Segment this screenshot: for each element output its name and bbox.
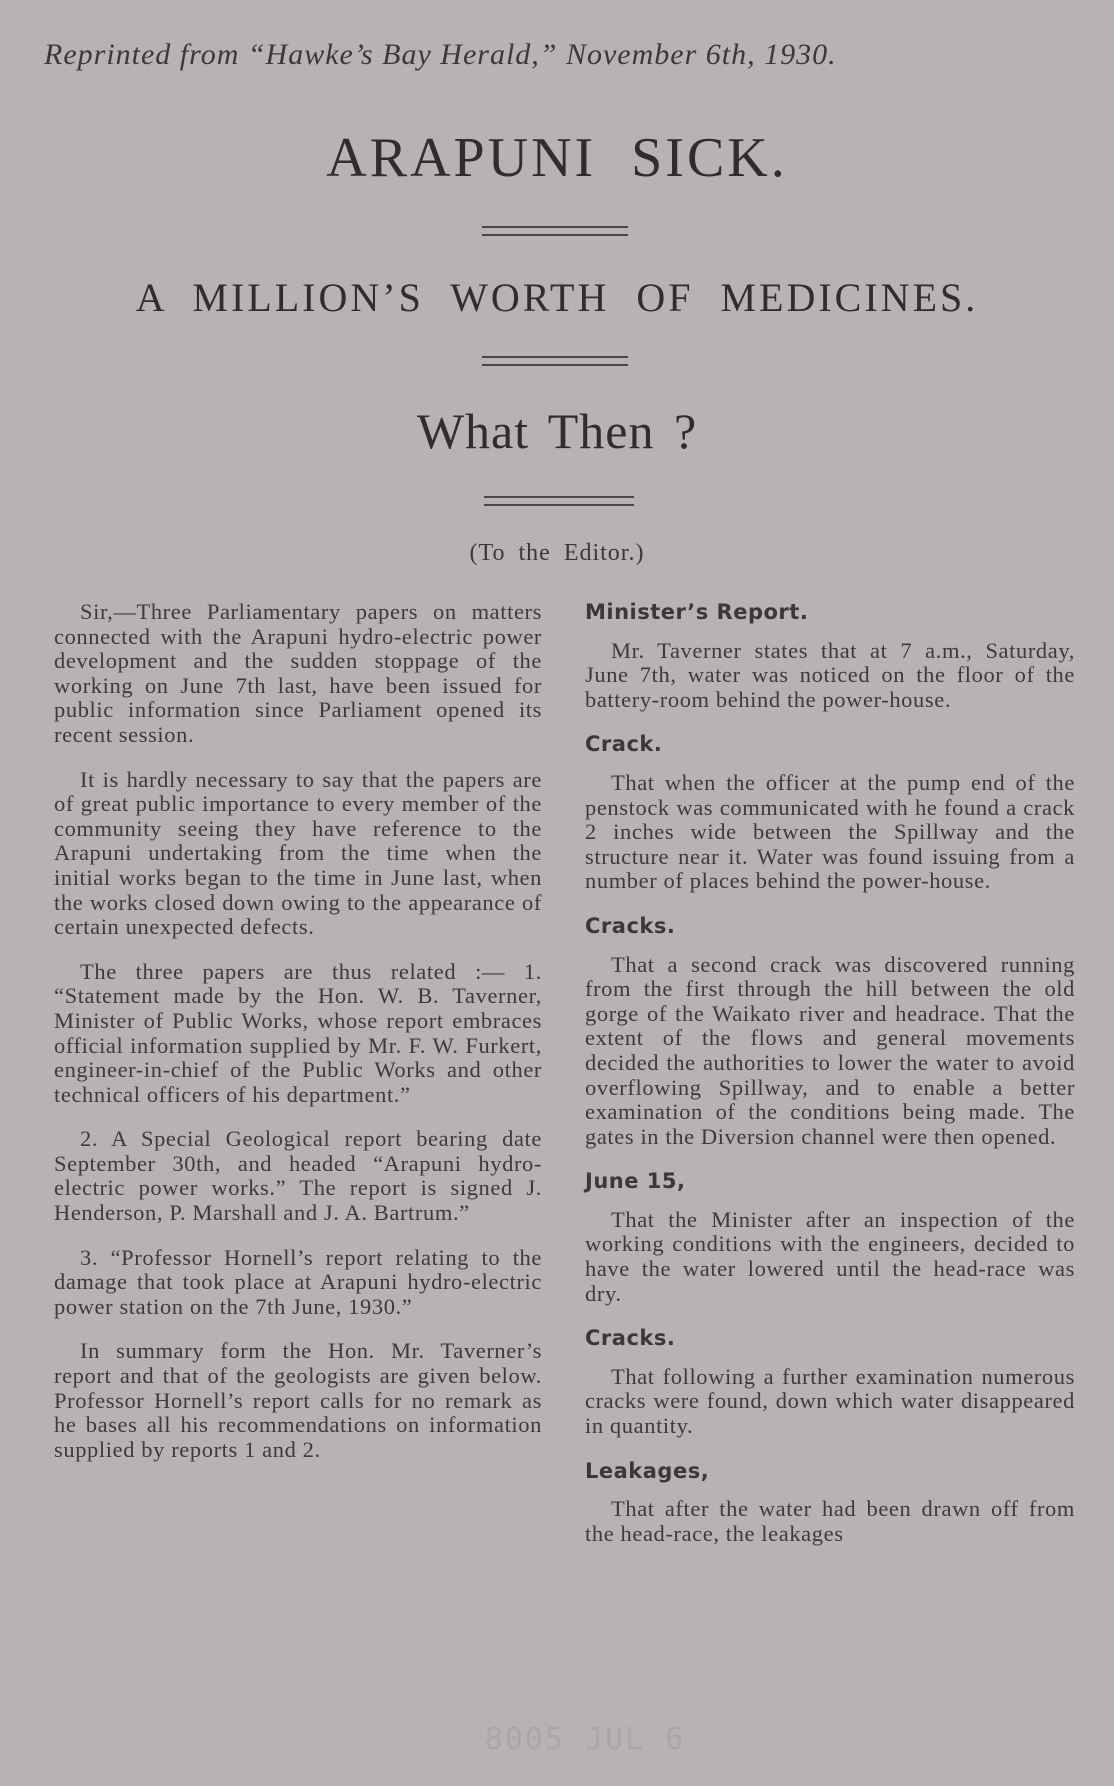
headline-what-then: What Then ?	[416, 403, 698, 459]
divider-rule-2	[482, 356, 628, 366]
heading-minister-report: Minister’s Report.	[585, 600, 809, 624]
paragraph-papers-3: 3. “Professor Hornell’s report relating to the damage that took place at Arapuni hydro-electric power station on the 7th June, 1930.”	[54, 1244, 542, 1319]
heading-leakages: Leakages,	[585, 1458, 710, 1483]
paragraph-intro: Sir,—Three Parliamentary papers on matters connected with the Arapuni hydro-electric power development and the sudden stoppage of the working on June 7th last, have been issued for public information since Parliament opened its recent session.	[54, 599, 542, 747]
paragraph-papers-1: The three papers are thus related :— 1. “Statement made by the Hon. W. B. Taverner, Minister of Public Works, whose report embraces official information supplied by Mr. F. W. Furkert, engineer-in-chief of the Public Works and other technical officers of his department.”	[54, 958, 542, 1107]
heading-cracks-2: Cracks.	[585, 1326, 676, 1351]
paragraph-importance: It is hardly necessary to say that the papers are of great public importance to every member of the community seeing they have reference to the Arapuni undertaking from the time when the initial works began to the time in June last, when the works closed down owing to the appearance of certain unexpected defects.	[54, 766, 542, 940]
heading-crack: Crack.	[585, 732, 663, 757]
paragraph-cracks-1: That a second crack was discovered running from the first through the hill between the old gorge of the Waikato river and headrace. That the extent of the flows and general movements decided the authorities to lower the water to avoid overflowing Spillway, and to enable a better examination of the conditions being made. The gates in the Diversion channel were then opened.	[585, 951, 1075, 1149]
left-column	[54, 600, 542, 1482]
headline-subtitle: A MILLION’S WORTH OF MEDICINES.	[135, 275, 979, 320]
reprint-line: Reprinted from “Hawke’s Bay Herald,” November 6th, 1930.	[44, 38, 837, 71]
paragraph-june-15: That the Minister after an inspection of the working conditions with the engineers, decided to have the water lowered until the head-race was dry.	[585, 1206, 1075, 1306]
divider-rule-3	[484, 496, 634, 506]
paragraph-leakages: That after the water had been drawn off from the head-race, the leakages	[585, 1496, 1075, 1546]
paragraph-cracks-2: That following a further examination numerous cracks were found, down which water disappeared in quantity.	[585, 1363, 1075, 1439]
date-stamp: 8005 JUL 6	[484, 1722, 686, 1757]
heading-june-15: June 15,	[585, 1169, 686, 1194]
divider-rule-1	[482, 226, 628, 236]
paragraph-crack: That when the officer at the pump end of the penstock was communicated with he found a crack 2 inches wide between the Spillway and the structure near it. Water was found issuing from a number of places behind the power-house.	[585, 769, 1075, 894]
paragraph-papers-2: 2. A Special Geological report bearing date September 30th, and headed “Arapuni hydro-electric power works.” The report is signed J. Henderson, P. Marshall and J. A. Bartrum.”	[54, 1126, 542, 1226]
headline-title: ARAPUNI SICK.	[326, 127, 788, 189]
right-column	[585, 600, 1075, 1566]
paragraph-summary: In summary form the Hon. Mr. Taverner’s report and that of the geologists are given below. Professor Hornell’s report calls for no remark as he bases all his recommendations on information supplied by reports 1 and 2.	[54, 1338, 542, 1462]
paragraph-minister-report: Mr. Taverner states that at 7 a.m., Saturday, June 7th, water was noticed on the floor of the battery-room behind the power-house.	[585, 637, 1075, 712]
to-the-editor: (To the Editor.)	[469, 540, 645, 566]
heading-cracks-1: Cracks.	[585, 913, 676, 938]
